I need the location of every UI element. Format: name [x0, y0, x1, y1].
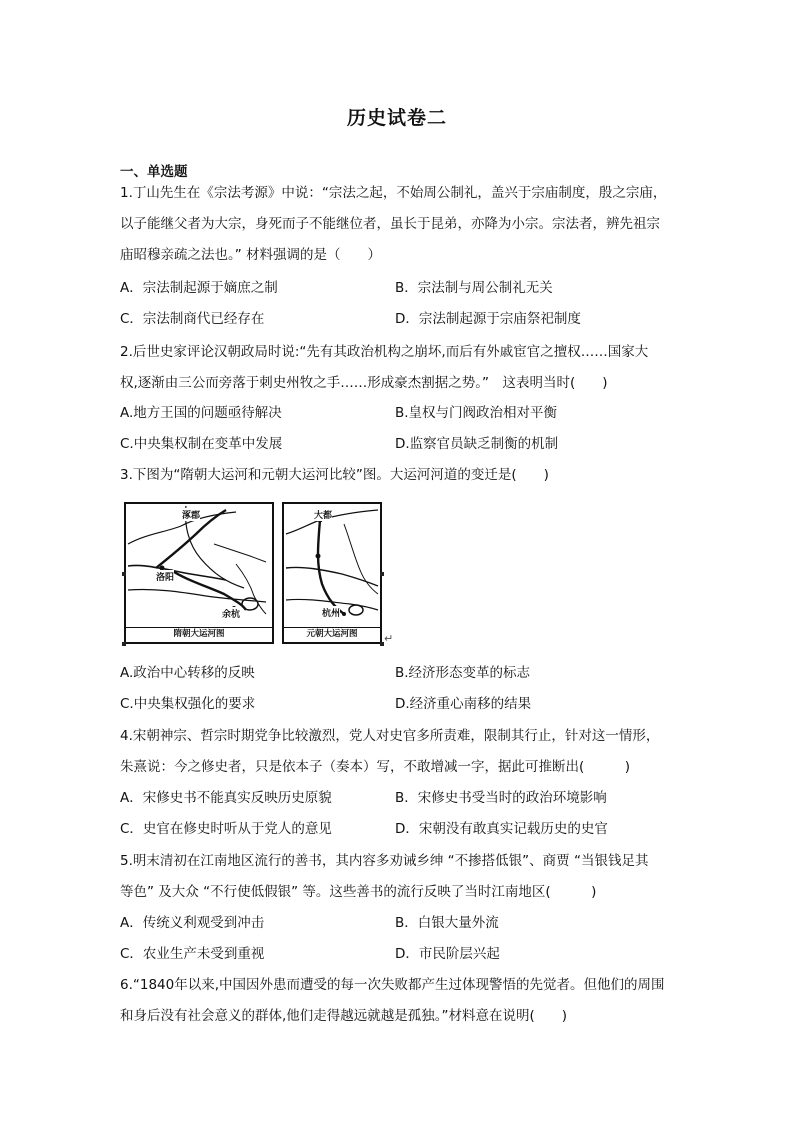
options-row	[120, 939, 680, 970]
question-stem-line: 4.宋朝神宗、哲宗时期党争比较激烈，党人对史官多所责难，限制其行止，针对这一情形，	[120, 728, 660, 744]
question-stem-line: 1.丁山先生在《宗法考源》中说：“宗法之起，不始周公制礼，盖兴于宗庙制度，殷之宗庙，	[120, 185, 667, 201]
option-a[interactable]: A．宗法制起源于嫡庶之制	[120, 280, 278, 296]
option-c[interactable]: C．史官在修史时听从于党人的意见	[120, 821, 332, 837]
map-label-yuhang: 余杭	[222, 607, 240, 620]
options-row	[120, 429, 680, 460]
sui-map-drawing	[126, 504, 272, 628]
question-2	[120, 337, 680, 399]
map-caption: 隋朝大运河图	[126, 627, 272, 642]
map-label-hangzhou: 杭州	[322, 606, 340, 619]
options-row	[120, 398, 680, 429]
option-a[interactable]: A.政治中心转移的反映	[120, 665, 255, 681]
option-d[interactable]: D．市民阶层兴起	[395, 946, 500, 962]
map-label-luoyang: 洛阳	[156, 570, 174, 583]
option-a[interactable]: A.地方王国的问题亟待解决	[120, 405, 282, 421]
question-stem-line: 3.下图为“隋朝大运河和元朝大运河比较”图。大运河河道的变迁是( )	[120, 467, 549, 483]
page-title: 历史试卷二	[346, 107, 447, 129]
option-a[interactable]: A．宋修史书不能真实反映历史原貌	[120, 790, 332, 806]
paragraph-mark: ↵	[384, 632, 394, 645]
options-row	[120, 304, 680, 335]
option-b[interactable]: B.皇权与门阀政治相对平衡	[395, 405, 558, 421]
question-stem-line: 权,逐渐由三公而旁落于刺史州牧之手……形成豪杰割据之势。” 这表明当时( )	[120, 375, 608, 391]
map-caption: 元朝大运河图	[284, 627, 380, 642]
option-d[interactable]: D.监察官员缺乏制衡的机制	[395, 436, 559, 452]
question-stem-line: 2.后世史家评论汉朝政局时说:“先有其政治机构之崩坏,而后有外戚宦官之擅权……国家大	[120, 344, 649, 360]
question-1	[120, 178, 680, 271]
question-stem-line: 等色” 及大众 “不行使低假银” 等。这些善书的流行反映了当时江南地区( )	[120, 884, 597, 900]
resize-handle[interactable]	[122, 572, 126, 576]
options-row	[120, 658, 680, 689]
map-label-zhuojun: 涿郡	[182, 508, 200, 521]
section-heading: 一、单选题	[120, 164, 188, 180]
canal-map-figure	[124, 502, 382, 644]
option-a[interactable]: A．传统义利观受到冲击	[120, 915, 265, 931]
option-d[interactable]: D.经济重心南移的结果	[395, 696, 532, 712]
option-d[interactable]: D．宋朝没有敢真实记载历史的史官	[395, 821, 608, 837]
question-stem-line: 6.“1840年以来,中国因外患而遭受的每一次失败都产生过体现警悟的先觉者。但他们的周围	[120, 977, 665, 993]
question-stem-line: 5.明末清初在江南地区流行的善书，其内容多劝诫乡绅 “不掺搭低银”、商贾 “当银钱足其	[120, 853, 649, 869]
options-row	[120, 689, 680, 720]
option-b[interactable]: B．白银大量外流	[395, 915, 499, 931]
options-row	[120, 908, 680, 939]
option-c[interactable]: C.中央集权强化的要求	[120, 696, 256, 712]
question-stem-line: 和身后没有社会意义的群体,他们走得越远就越是孤独。”材料意在说明( )	[120, 1008, 568, 1024]
resize-handle[interactable]	[380, 572, 384, 576]
question-stem-line: 庙昭穆亲疏之法也。” 材料强调的是（ ）	[120, 247, 382, 263]
yuan-canal-map	[282, 502, 382, 644]
options-row	[120, 814, 680, 845]
map-label-dadu: 大都	[314, 508, 332, 521]
question-6	[120, 970, 680, 1032]
option-c[interactable]: C．农业生产未受到重视	[120, 946, 265, 962]
question-stem-line: 以子能继父者为大宗，身死而子不能继位者，虽长于昆弟，亦降为小宗。宗法者，辨先祖宗	[120, 216, 660, 232]
option-c[interactable]: C．宗法制商代已经存在	[120, 311, 265, 327]
question-4	[120, 721, 680, 783]
option-b[interactable]: B．宋修史书受当时的政治环境影响	[395, 790, 607, 806]
options-row	[120, 273, 680, 304]
option-b[interactable]: B．宗法制与周公制礼无关	[395, 280, 553, 296]
option-d[interactable]: D．宗法制起源于宗庙祭祀制度	[395, 311, 581, 327]
question-5	[120, 846, 680, 908]
resize-handle[interactable]	[122, 642, 126, 646]
option-b[interactable]: B.经济形态变革的标志	[395, 665, 531, 681]
question-stem-line: 朱熹说：今之修史者，只是依本子（奏本）写，不敢增减一字，据此可推断出( )	[120, 759, 631, 775]
sui-canal-map	[124, 502, 274, 644]
options-row	[120, 783, 680, 814]
option-c[interactable]: C.中央集权制在变革中发展	[120, 436, 283, 452]
question-3	[120, 460, 680, 491]
